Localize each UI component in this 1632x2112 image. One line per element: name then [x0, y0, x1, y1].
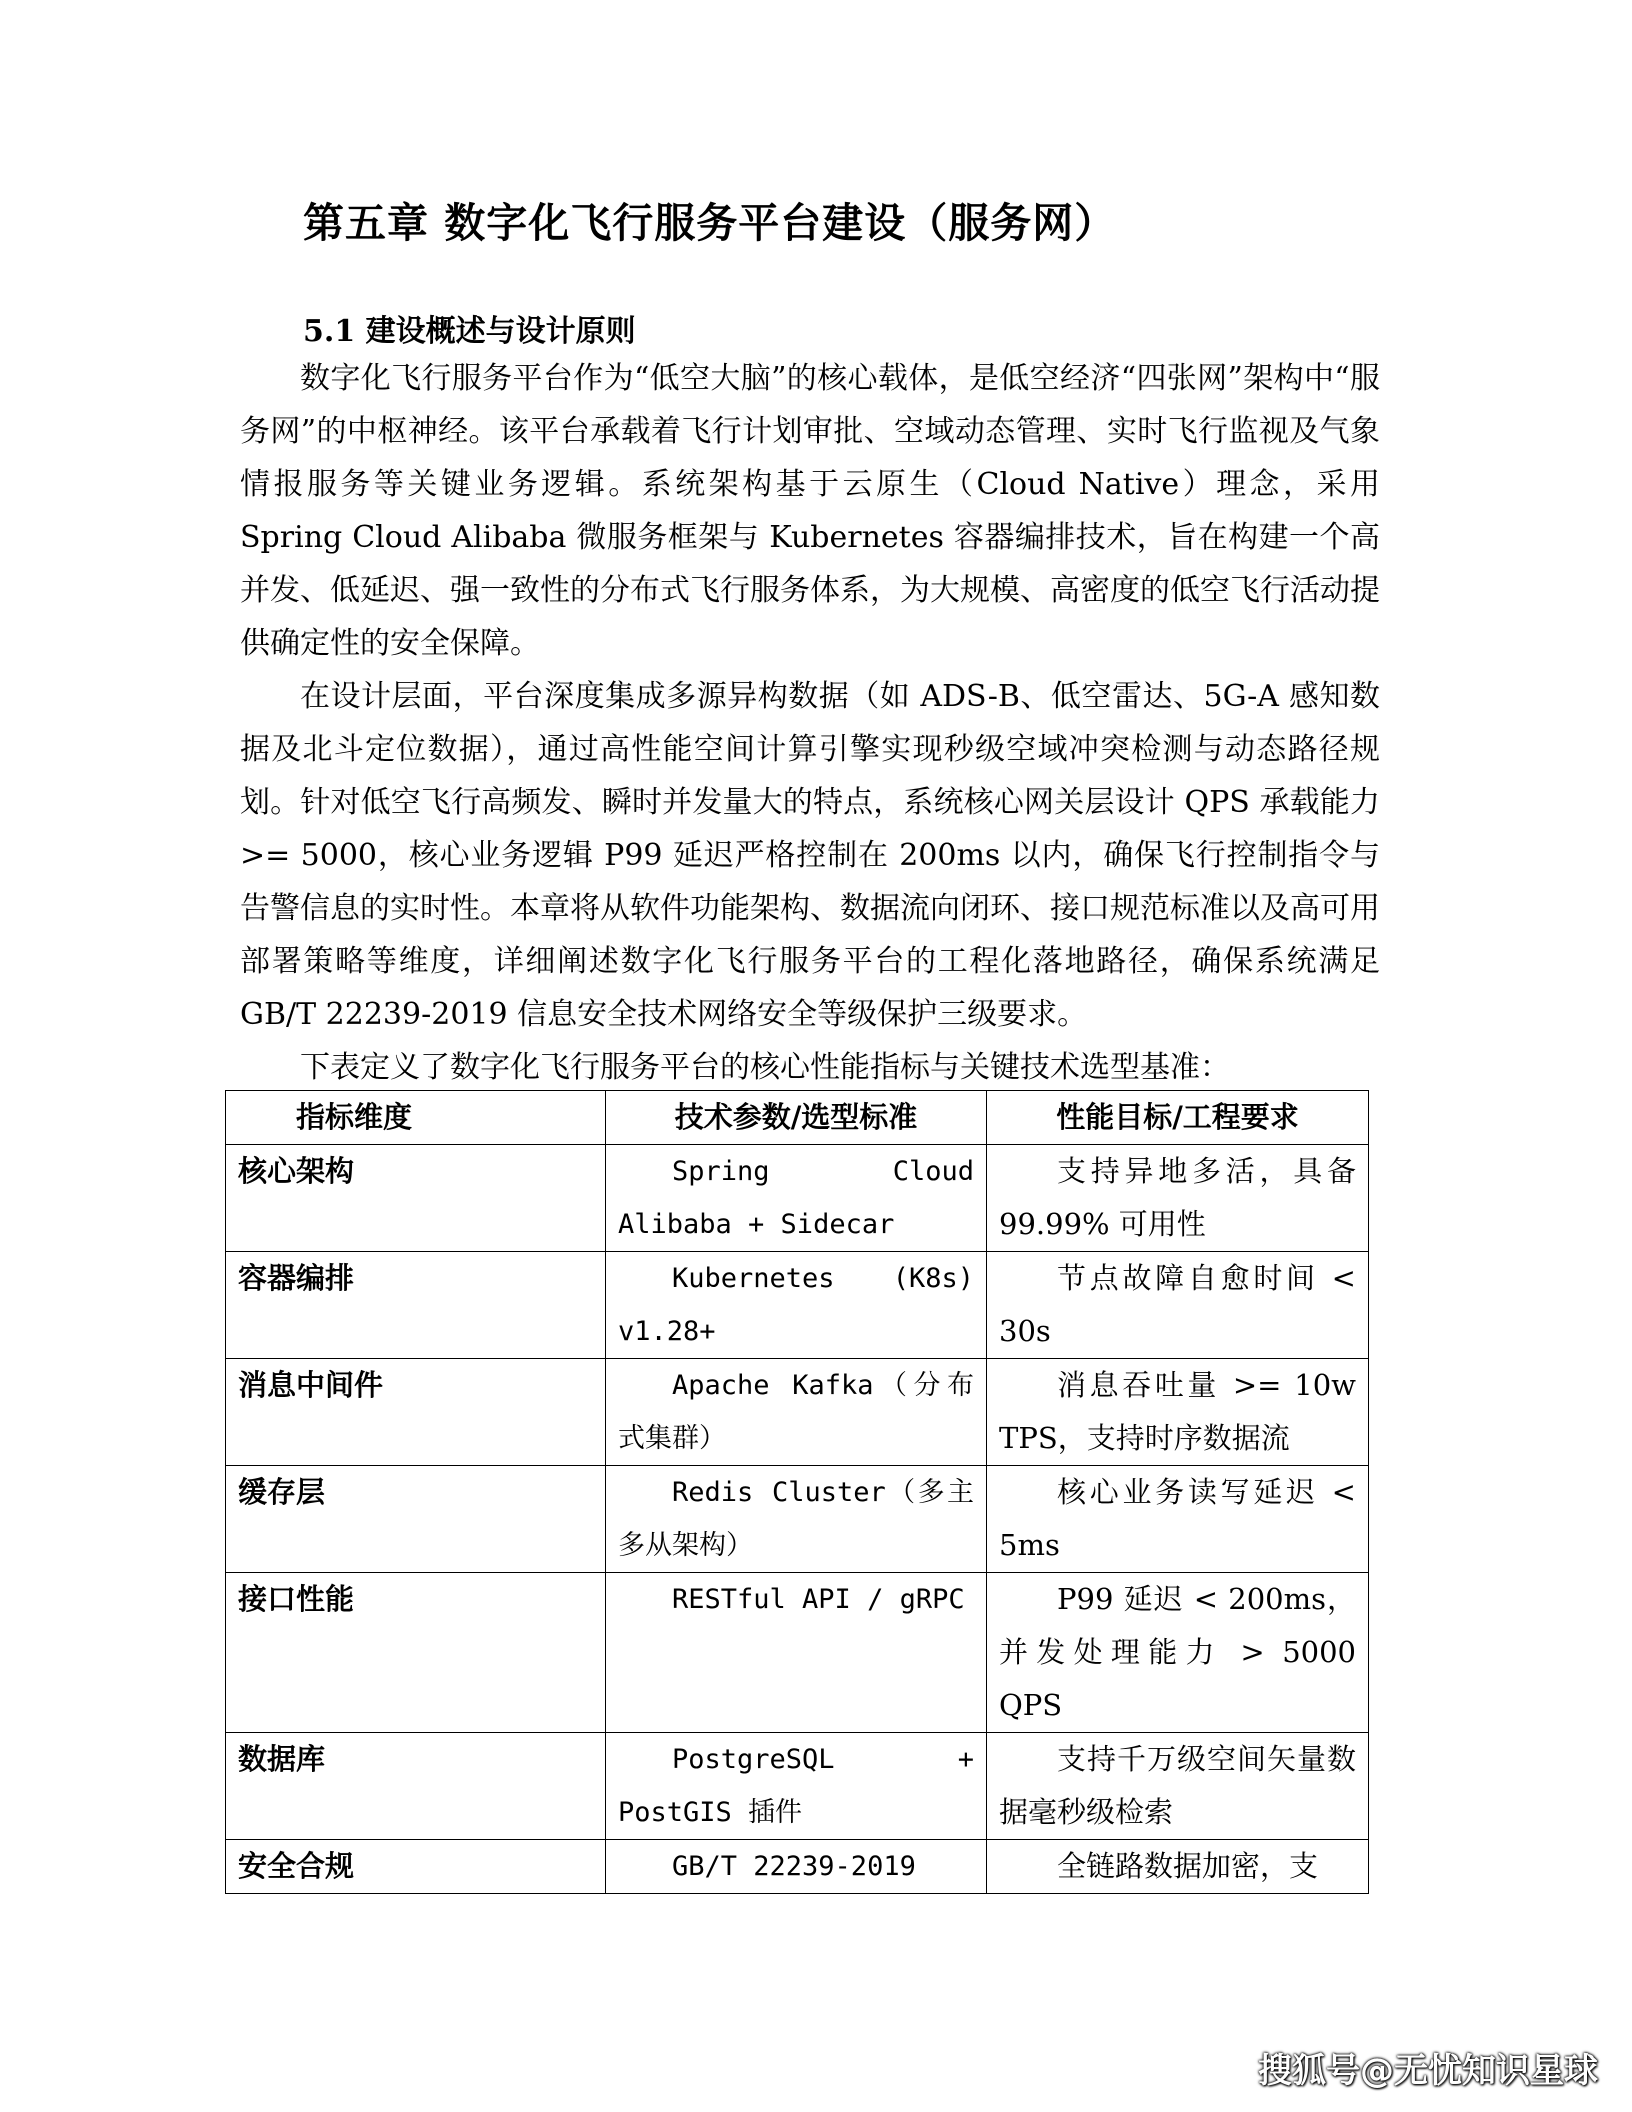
table-row [226, 1252, 1369, 1359]
table-cell-param: Kubernetes (K8s) v1.28+ [606, 1252, 987, 1359]
table-cell-goal: 节点故障自愈时间 < 30s [987, 1252, 1369, 1359]
table-cell-dimension: 容器编排 [226, 1252, 606, 1359]
table-header-param: 技术参数/选型标准 [606, 1091, 987, 1145]
table-row [226, 1840, 1369, 1894]
spec-table [225, 1090, 1369, 1894]
table-cell-dimension: 核心架构 [226, 1145, 606, 1252]
table-cell-param: GB/T 22239-2019 [606, 1840, 987, 1894]
table-cell-dimension: 接口性能 [226, 1573, 606, 1733]
table-row [226, 1573, 1369, 1733]
table-cell-dimension: 安全合规 [226, 1840, 606, 1894]
table-cell-goal: 支持异地多活，具备 99.99% 可用性 [987, 1145, 1369, 1252]
table-header-dimension: 指标维度 [226, 1091, 606, 1145]
table-cell-goal: 消息吞吐量 >= 10w TPS，支持时序数据流 [987, 1359, 1369, 1466]
table-cell-dimension: 数据库 [226, 1733, 606, 1840]
table-cell-goal: 支持千万级空间矢量数据毫秒级检索 [987, 1733, 1369, 1840]
table-cell-param: RESTful API / gRPC [606, 1573, 987, 1733]
body-paragraph-2: 在设计层面，平台深度集成多源异构数据（如 ADS-B、低空雷达、5G-A 感知数据及北斗定位数据），通过高性能空间计算引擎实现秒级空域冲突检测与动态路径规划。针对低空飞行高频发、瞬时并发量大的特点，系统核心网关层设计 QPS 承载能力 >= 5000，核心业务逻辑 P99 延迟严格控制在 200ms 以内，确保飞行控制指令与告警信息的实时性。本章将从软件功能架构、数据流向闭环、接口规范标准以及高可用部署策略等维度，详细阐述数字化飞行服务平台的工程化落地路径，确保系统满足 GB/T 22239-2019 信息安全技术网络安全等级保护三级要求。 [240, 679, 1380, 1032]
table-cell-param: Apache Kafka（分布式集群） [606, 1359, 987, 1466]
table-header-row [226, 1091, 1369, 1145]
table-cell-goal: 全链路数据加密，支 [987, 1840, 1369, 1894]
chapter-title: 第五章 数字化飞行服务平台建设（服务网） [303, 199, 1117, 247]
table-intro-paragraph: 下表定义了数字化飞行服务平台的核心性能指标与关键技术选型基准： [300, 1050, 1230, 1085]
table-cell-dimension: 消息中间件 [226, 1359, 606, 1466]
section-title: 5.1 建设概述与设计原则 [303, 314, 636, 349]
watermark: 搜狐号@无忧知识星球 [1258, 2051, 1598, 2091]
table-cell-goal: P99 延迟 < 200ms，并发处理能力 > 5000 QPS [987, 1573, 1369, 1733]
table-cell-param: PostgreSQL + PostGIS 插件 [606, 1733, 987, 1840]
table-row [226, 1733, 1369, 1840]
table-cell-dimension: 缓存层 [226, 1466, 606, 1573]
table-header-goal: 性能目标/工程要求 [987, 1091, 1369, 1145]
table-cell-goal: 核心业务读写延迟 < 5ms [987, 1466, 1369, 1573]
table-row [226, 1145, 1369, 1252]
body-paragraph-1: 数字化飞行服务平台作为“低空大脑”的核心载体，是低空经济“四张网”架构中“服务网”的中枢神经。该平台承载着飞行计划审批、空域动态管理、实时飞行监视及气象情报服务等关键业务逻辑。系统架构基于云原生（Cloud Native）理念，采用 Spring Cloud Alibaba 微服务框架与 Kubernetes 容器编排技术，旨在构建一个高并发、低延迟、强一致性的分布式飞行服务体系，为大规模、高密度的低空飞行活动提供确定性的安全保障。 [240, 361, 1380, 661]
table-row [226, 1359, 1369, 1466]
table-cell-param: Redis Cluster（多主多从架构） [606, 1466, 987, 1573]
table-row [226, 1466, 1369, 1573]
table-cell-param: Spring Cloud Alibaba + Sidecar [606, 1145, 987, 1252]
